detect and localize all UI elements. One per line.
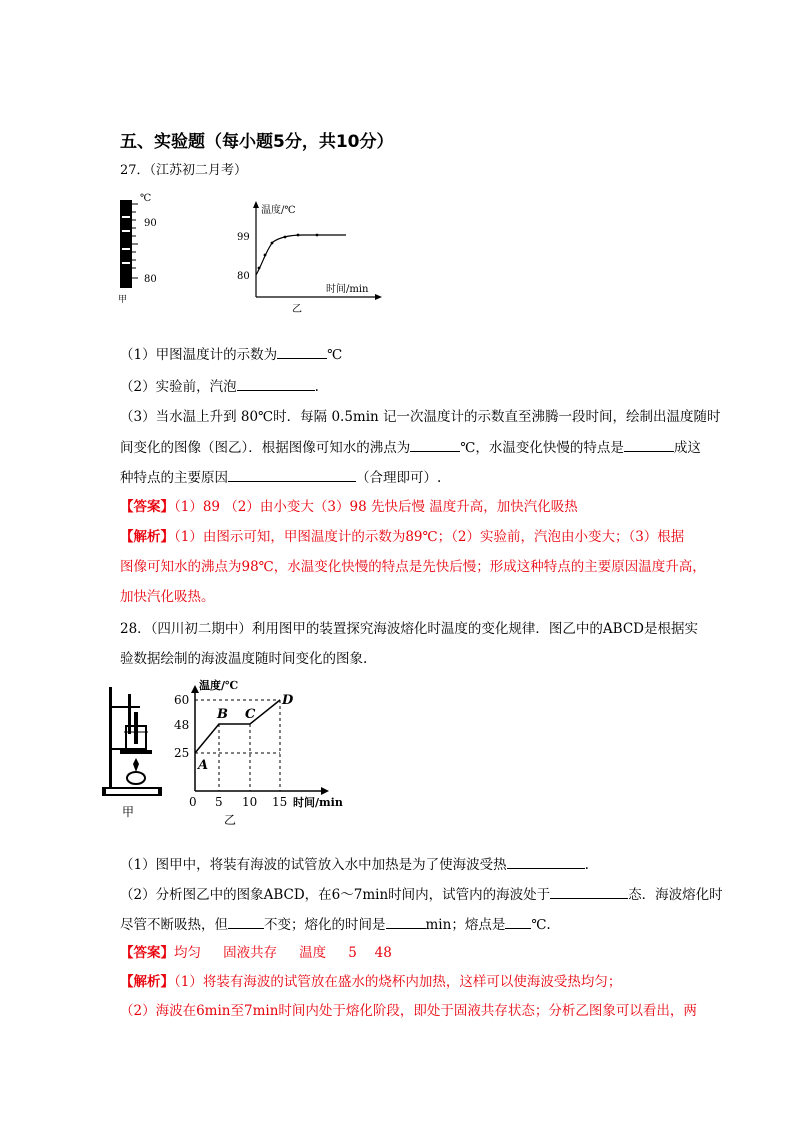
point-a-label: A (198, 758, 209, 773)
temperature-curve (256, 235, 346, 275)
q28-explanation-2: （2）海波在6min至7min时间内处于熔化阶段，即处于固液共存状态；分析乙图象可以看出，两 (120, 1003, 697, 1019)
q27-explanation: 【解析】（1）由图示可知，甲图温度计的示数为89℃；（2）实验前，汽泡由小变大；（3）根据 (120, 529, 685, 545)
chart-caption: 乙 (292, 304, 302, 315)
blank-5 (228, 468, 356, 482)
q28-melting-chart (172, 678, 352, 828)
point-d-label: D (282, 693, 294, 708)
base-highlight (106, 789, 158, 794)
x-axis-label: 时间/min (326, 284, 369, 295)
x-tick-15: 15 (272, 795, 288, 809)
q27-question-3-cont: 间变化的图像（图乙）．根据图像可知水的沸点为 ℃，水温变化快慢的特点是 成这 (120, 440, 701, 456)
blank-2 (237, 377, 315, 391)
q28-explanation: 【解析】（1）将装有海波的试管放在盛水的烧杯内加热，这样可以使海波受热均匀； (120, 974, 622, 990)
q27-explanation-2: 图像可知水的沸点为98℃，水温变化快慢的特点是先快后慢；形成这种特点的主要原因温度升高， (120, 559, 706, 575)
blank-9 (386, 915, 426, 929)
y-tick-60: 60 (174, 693, 190, 707)
blank-7 (550, 885, 628, 899)
thermometer-caption: 甲 (118, 295, 128, 305)
q27-question-2: （2）实验前，汽泡 . (120, 379, 319, 395)
q28-apparatus-figure (100, 682, 170, 822)
guide-lines (195, 700, 280, 791)
alcohol-lamp (127, 772, 145, 784)
blank-6 (507, 855, 585, 869)
q28-header: 28．（四川初二期中）利用图甲的装置探究海波熔化时温度的变化规律．图乙中的ABCD是根据实 (120, 621, 699, 637)
blank-4 (624, 438, 674, 452)
x-axis-arrow (375, 294, 382, 300)
thermometer-column (120, 200, 132, 288)
y-tick-99: 99 (237, 232, 250, 243)
thermometer-ticks (132, 204, 138, 278)
chart-caption: 乙 (224, 813, 237, 827)
blank-1 (277, 345, 327, 359)
q27-thermometer-figure (108, 190, 168, 306)
y-axis-arrow (191, 685, 199, 693)
apparatus-caption: 甲 (122, 805, 135, 819)
stand-rod (109, 687, 112, 789)
q28-question-2: （2）分析图乙中的图象ABCD，在6～7min时间内，试管内的海波处于 态．海波熔化时 (120, 887, 723, 903)
point-b-label: B (217, 707, 228, 722)
thermometer-tick-80: 80 (144, 274, 157, 285)
y-axis-arrow (253, 201, 259, 208)
x-axis-label: 时间/min (293, 796, 343, 809)
blank-10 (505, 915, 531, 929)
q28-question-2-cont: 尽管不断吸热，但 不变；熔化的时间是 min；熔点是 ℃. (120, 917, 551, 933)
q27-question-1: （1）甲图温度计的示数为 ℃ (120, 347, 343, 363)
y-axis-label: 温度/℃ (261, 205, 296, 216)
y-tick-80: 80 (237, 271, 250, 282)
x-tick-5: 5 (215, 795, 223, 809)
melting-curve (195, 700, 280, 753)
thermometer-unit: ℃ (140, 193, 152, 204)
point-c-label: C (245, 707, 256, 722)
q28-question-1: （1）图甲中，将装有海波的试管放入水中加热是为了使海波受热 . (120, 857, 589, 873)
q27-header: 27．（江苏初二月考） (120, 163, 248, 178)
y-tick-48: 48 (174, 718, 190, 732)
y-tick-25: 25 (174, 746, 190, 760)
q27-answer: 【答案】（1）89 （2）由小变大（3）98 先快后慢 温度升高，加快汽化吸热 (120, 499, 578, 515)
y-axis-label: 温度/℃ (199, 679, 239, 692)
x-axis-arrow (321, 787, 329, 795)
q27-question-3: （3）当水温上升到 80℃时．每隔 0.5min 记一次温度计的示数直至沸腾一段时间，绘制出温度随时 (120, 409, 721, 425)
wire-gauze (120, 750, 152, 754)
x-tick-10: 10 (242, 795, 258, 809)
q28-header-cont: 验数据绘制的海波温度随时间变化的图象. (120, 651, 368, 667)
thermometer-tick-90: 90 (144, 218, 157, 229)
blank-3 (410, 438, 460, 452)
q27-explanation-3: 加快汽化吸热。 (120, 589, 215, 605)
test-tube (134, 712, 138, 744)
q27-question-3-end: 种特点的主要原因 （合理即可）. (120, 470, 442, 486)
thermometer (128, 694, 131, 734)
blank-8 (228, 915, 264, 929)
x-tick-0: 0 (189, 795, 197, 809)
section-title: 五、实验题（每小题5分，共10分） (120, 132, 394, 152)
q28-answer: 【答案】均匀 固液共存 温度 5 48 (120, 945, 392, 961)
flame (133, 758, 139, 772)
q27-boiling-chart (228, 195, 388, 317)
